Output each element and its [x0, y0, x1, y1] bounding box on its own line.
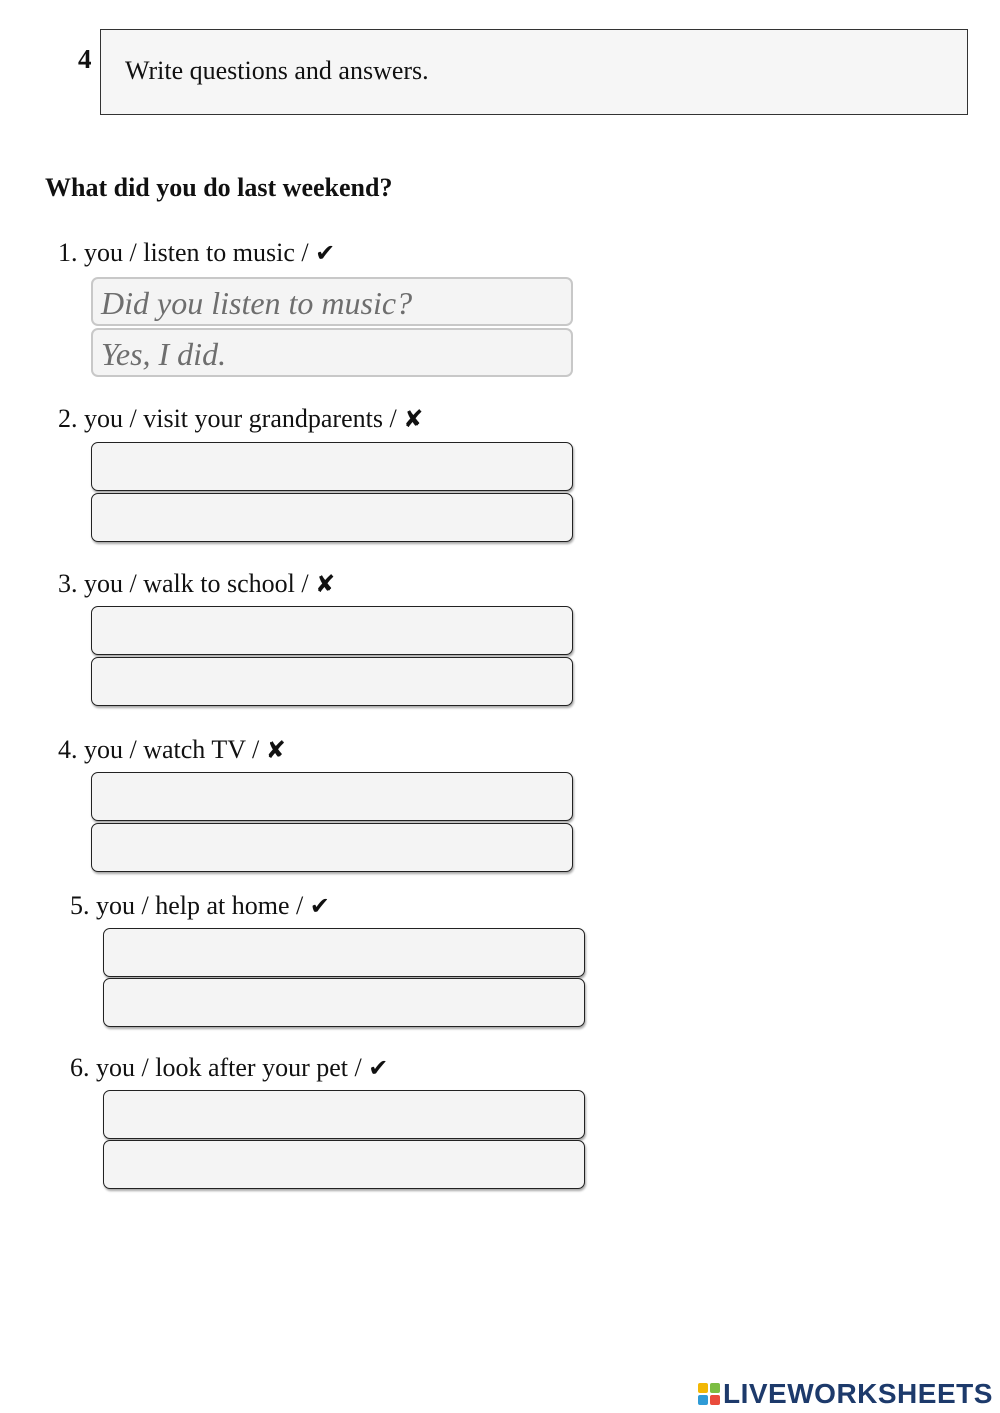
answer-field[interactable]: [103, 978, 585, 1027]
item-text: you / listen to music /: [84, 238, 309, 267]
logo-blocks-icon: [698, 1383, 720, 1405]
cross-mark: ✘: [315, 570, 336, 598]
question-field[interactable]: [91, 606, 573, 655]
cross-mark: ✘: [265, 736, 286, 764]
logo-block: [710, 1395, 720, 1405]
tick-mark: ✔: [315, 239, 336, 267]
item-number: 4.: [58, 735, 78, 764]
item-number: 6.: [70, 1053, 90, 1082]
logo-block: [710, 1383, 720, 1393]
question-field[interactable]: Did you listen to music?: [91, 277, 573, 326]
item-prompt: [70, 891, 330, 921]
logo-block: [698, 1395, 708, 1405]
item-prompt: [58, 735, 286, 765]
item-text: you / walk to school /: [84, 569, 309, 598]
item-number: 1.: [58, 238, 78, 267]
item-prompt: [58, 238, 335, 268]
item-text: you / look after your pet /: [96, 1053, 362, 1082]
worksheet-heading: What did you do last weekend?: [45, 173, 393, 202]
instruction-box: [100, 29, 968, 115]
logo-text: LIVEWORKSHEETS: [723, 1378, 993, 1409]
item-prompt: [70, 1053, 388, 1083]
question-field[interactable]: [103, 928, 585, 977]
answer-field[interactable]: [91, 657, 573, 706]
item-text: you / watch TV /: [84, 735, 260, 764]
answer-field[interactable]: [91, 823, 573, 872]
exercise-number: 4: [78, 44, 92, 74]
item-number: 2.: [58, 404, 78, 433]
logo-block: [698, 1383, 708, 1393]
instruction-text: Write questions and answers.: [125, 56, 429, 85]
tick-mark: ✔: [309, 892, 330, 920]
item-prompt: [58, 404, 423, 434]
item-number: 5.: [70, 891, 90, 920]
cross-mark: ✘: [403, 405, 424, 433]
question-field[interactable]: [91, 442, 573, 491]
answer-field[interactable]: Yes, I did.: [91, 328, 573, 377]
question-field[interactable]: [91, 772, 573, 821]
item-prompt: [58, 569, 335, 599]
liveworksheets-logo: [698, 1378, 993, 1410]
item-number: 3.: [58, 569, 78, 598]
item-text: you / help at home /: [96, 891, 304, 920]
answer-field[interactable]: [103, 1140, 585, 1189]
item-text: you / visit your grandparents /: [84, 404, 397, 433]
tick-mark: ✔: [368, 1054, 389, 1082]
question-field[interactable]: [103, 1090, 585, 1139]
answer-field[interactable]: [91, 493, 573, 542]
